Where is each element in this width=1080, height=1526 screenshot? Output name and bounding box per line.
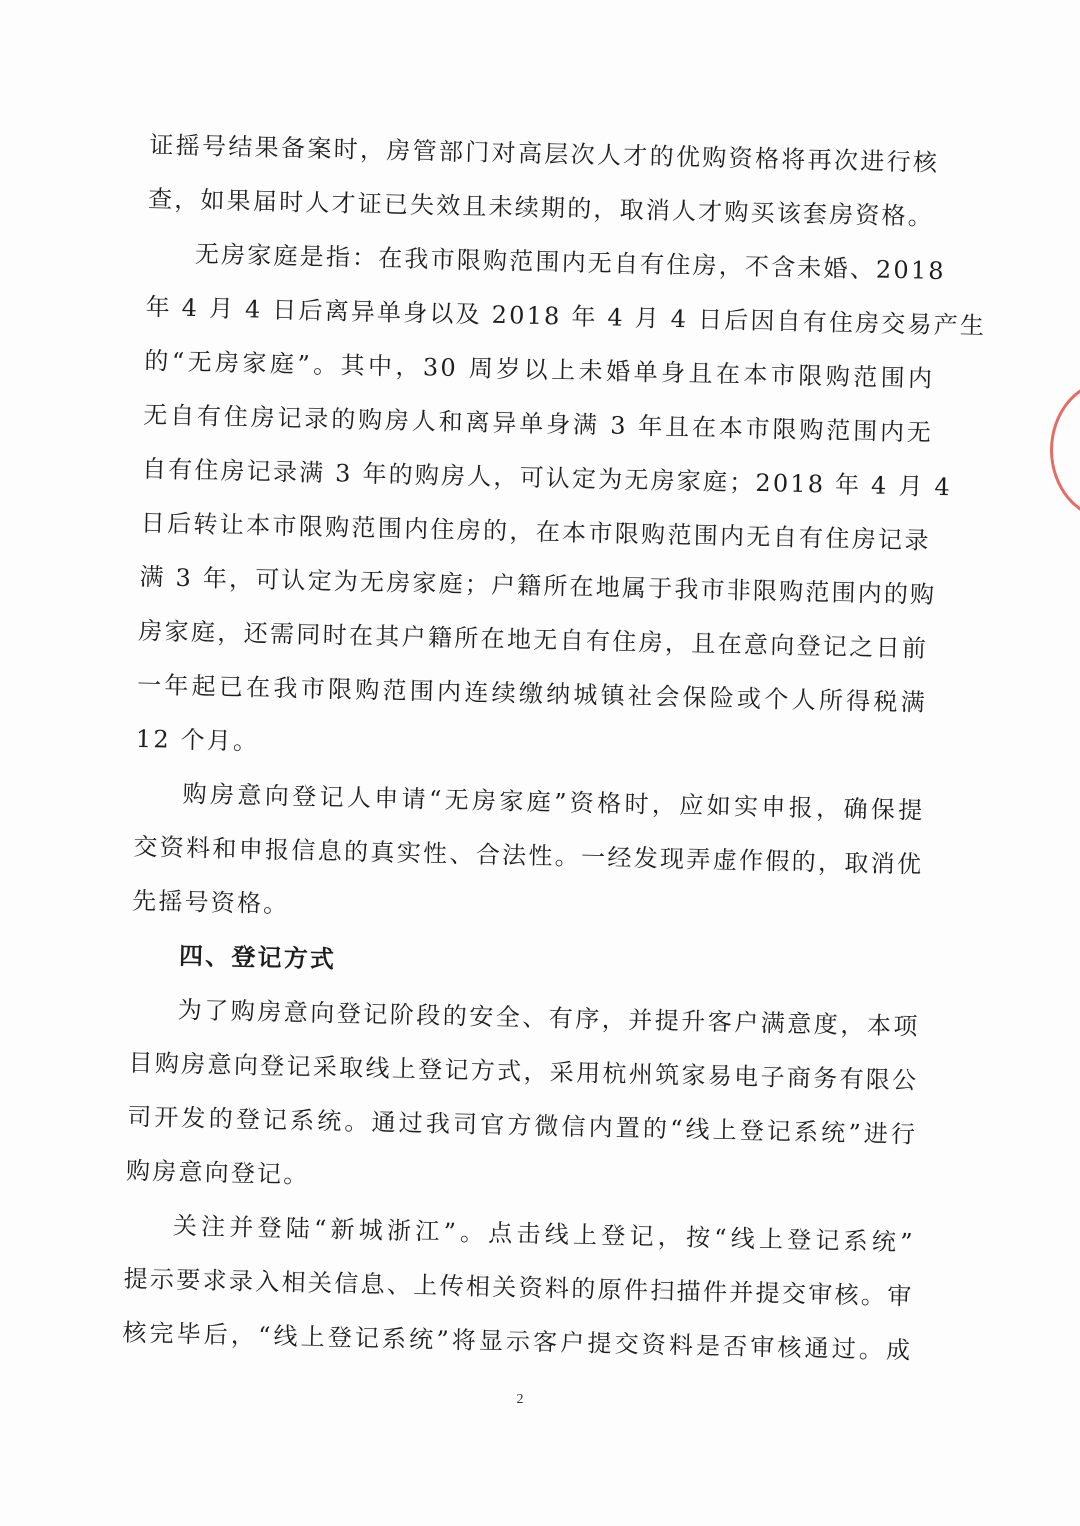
text-line: 司开发的登记系统。通过我司官方微信内置的“线上登记系统”进行 (127, 1102, 918, 1149)
text-line: 无自有住房记录的购房人和离异单身满 3 年且在本市限购范围内无 (142, 400, 934, 447)
text-line: 先摇号资格。 (131, 886, 290, 919)
paragraph-start-line: 购房意向登记人申请“无房家庭”资格时，应如实申报，确保提 (182, 779, 925, 825)
paragraph-start-line: 无房家庭是指：在我市限购范围内无自有住房，不含未婚、2018 (194, 240, 947, 286)
text-line: 房家庭，还需同时在其户籍所在地无自有住房，且在意向登记之日前 (138, 616, 929, 663)
text-line: 交资料和申报信息的真实性、合法性。一经发现弄虚作假的，取消优 (133, 832, 924, 879)
text-line: 满 3 年，可认定为无房家庭；户籍所在地属于我市非限购范围内的购 (139, 562, 937, 609)
text-line: 查，如果届时人才证已失效且未续期的，取消人才购买该套房资格。 (147, 184, 935, 231)
text-line: 购房意向登记。 (125, 1156, 310, 1189)
text-line: 核完毕后，“线上登记系统”将显示客户提交资料是否审核通过。成 (122, 1318, 913, 1365)
text-line: 目购房意向登记采取线上登记方式，采用杭州筑家易电子商务有限公 (128, 1048, 919, 1095)
text-line: 提示要求录入相关信息、上传相关资料的原件扫描件并提交审核。审 (123, 1264, 914, 1311)
paragraph-start-line: 关注并登陆“新城浙江”。点击线上登记，按“线上登记系统” (172, 1211, 915, 1257)
paragraph-start-line: 为了购房意向登记阶段的安全、有序，并提升客户满意度，本项 (177, 995, 920, 1041)
text-line: 自有住房记录满 3 年的购房人，可认定为无房家庭；2018 年 4 月 4 (141, 454, 953, 502)
section-heading: 四、登记方式 (178, 941, 337, 974)
text-line: 12 个月。 (135, 724, 260, 756)
seal-stamp-icon (1050, 380, 1080, 520)
text-line: 日后转让本市限购范围内住房的，在本市限购范围内无自有住房记录 (140, 508, 931, 555)
page-number: 2 (516, 1392, 524, 1407)
text-line: 一年起已在我市限购范围内连续缴纳城镇社会保险或个人所得税满 (136, 670, 928, 717)
document-body (122, 118, 987, 1378)
text-line: 年 4 月 4 日后离异单身以及 2018 年 4 月 4 日后因自有住房交易产生 (145, 292, 987, 341)
text-line: 证摇号结果备案时，房管部门对高层次人才的优购资格将再次进行核 (149, 130, 940, 177)
seal-ring (1050, 380, 1080, 520)
text-line: 的“无房家庭”。其中，30 周岁以上未婚单身且在本市限购范围内 (144, 346, 935, 393)
